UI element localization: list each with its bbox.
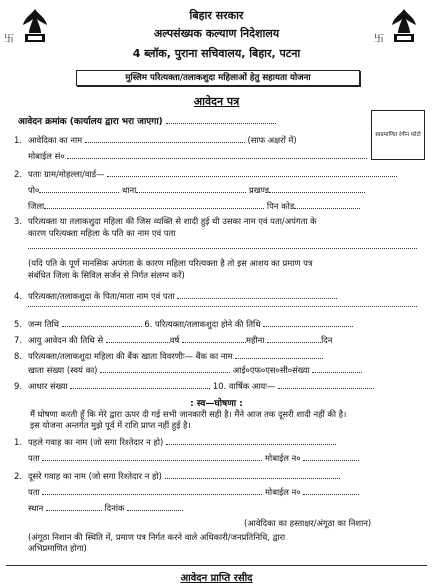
age-year-field[interactable] [106, 334, 170, 343]
q3-note-2: संबंधित जिला के सिविल सर्जन से निर्गत संलग्न करें) [28, 270, 185, 280]
witness1-address-field[interactable] [42, 452, 262, 461]
district-label: जिला [28, 201, 45, 211]
q9-row [14, 380, 374, 391]
q9-number: 9. [14, 381, 22, 391]
witness2-number: 2. [14, 471, 22, 481]
witness1-mobile-label: मोबाईल न० [265, 453, 301, 463]
q8-label: परित्यक्ता/तलाकशुदा महिला की बैंक खाता विवरणीः— बैंक का नाम [28, 351, 233, 361]
q4-label: परित्यक्ता/तलाकशुदा के पिता/माता नाम एवं पता [28, 291, 175, 301]
declaration-text-1: मैं घोषणा करती हूँ कि मेरे द्वारा ऊपर दी गई सभी जानकारी सही है। मैंने आज तक दूसरी शादी नहीं की है। [30, 409, 347, 419]
thana-field[interactable] [136, 184, 246, 193]
pin-field[interactable] [294, 200, 360, 209]
q5-number: 5. [14, 319, 22, 329]
place-label: स्थान [28, 503, 44, 513]
header-directorate: अल्पसंख्यक कल्याण निदेशालय [153, 27, 280, 40]
q1-row [14, 134, 297, 145]
q7-number: 7. [14, 335, 22, 345]
mobile-field[interactable] [67, 150, 367, 159]
header-government: बिहार सरकार [189, 9, 244, 22]
date-field[interactable] [127, 502, 183, 511]
q2-number: 2. [14, 169, 22, 179]
signature-label: (आवेदिका का हस्ताक्षर/अंगूठा का निशान) [244, 518, 372, 528]
place-field[interactable] [46, 502, 102, 511]
witness2-address-label: पता [28, 487, 40, 497]
photo-box: स्वप्रमाणित रंगीन फोटो [371, 110, 425, 160]
witness2-mobile-field[interactable] [303, 486, 359, 495]
district-field[interactable] [44, 200, 264, 209]
applicant-name-field[interactable] [85, 134, 245, 143]
q7-row [14, 334, 332, 345]
income-field[interactable] [278, 380, 374, 389]
witness1-address-row [28, 452, 359, 463]
q3-row-2 [28, 228, 175, 238]
q5-row [14, 318, 353, 329]
q9-label: आधार संख्या [28, 381, 68, 391]
q7-label: आयु आवेदन की तिथि से [28, 335, 104, 345]
husband-details-line[interactable] [28, 248, 417, 249]
village-field[interactable] [107, 168, 397, 177]
q2-label: पताः ग्राम/मोहल्ला/वार्ड— [28, 169, 105, 179]
mobile-row [28, 150, 367, 161]
witness1-name-field[interactable] [166, 436, 336, 445]
form-title: आवेदन पत्र [193, 95, 240, 108]
witness1-row [14, 436, 336, 447]
block-label: प्रखण्ड [248, 185, 270, 195]
dob-field[interactable] [62, 318, 142, 327]
left-swastik-icon: 卐 [4, 34, 14, 45]
witness1-label: पहले गवाह का नाम (जो सगा रिश्तेदार न हो) [28, 437, 164, 447]
po-label: पो० [28, 185, 40, 195]
q3-label-line1: परित्यक्ता या तलाकशुदा महिला की जिस व्यक्ति से शादी हुई थी उसका नाम एवं पता/अपंगता के [28, 216, 317, 226]
scheme-title-box: मुस्लिम परित्यक्ता/तलाकशुदा महिलाओं हेतु सहायता योजना [76, 70, 360, 86]
place-date-row [28, 502, 183, 513]
district-row [28, 200, 360, 211]
date-label: दिनांक [104, 503, 125, 513]
right-swastik-icon: 卐 [374, 34, 384, 45]
account-row [28, 364, 362, 375]
q2-row [14, 168, 397, 179]
pin-label: पिन कोड [266, 201, 295, 211]
q3-label-line2: कारण परित्यक्ता महिला के पति का नाम एवं पता [28, 228, 176, 238]
q1-label: आवेदिका का नाम [28, 135, 83, 145]
witness1-address-label: पता [28, 453, 40, 463]
receipt-title: आवेदन प्राप्ति रसीद [180, 573, 253, 584]
header-address: 4 ब्लॉक, पुराना सचिवालय, बिहार, पटना [132, 47, 301, 60]
po-row [28, 184, 365, 195]
bank-name-field[interactable] [235, 350, 323, 359]
q4-row [14, 290, 337, 301]
witness1-mobile-field[interactable] [303, 452, 359, 461]
witness2-row [14, 470, 340, 481]
month-label: महीना [245, 335, 265, 345]
q5-label: जन्म तिथि [28, 319, 60, 329]
q3-row [14, 216, 317, 226]
witness2-address-field[interactable] [42, 486, 262, 495]
footer-separator [6, 565, 427, 566]
mobile-label: मोबाईल सं० [28, 151, 65, 161]
year-label: वर्ष [169, 335, 180, 345]
aadhaar-field[interactable] [70, 380, 210, 389]
serial-text: आवेदन क्रमांक (कार्यालय द्वारा भरा जाएगा) [18, 117, 163, 127]
q4-number: 4. [14, 291, 22, 301]
thumb-note-2: अभिप्रमाणित होगा) [28, 543, 87, 553]
q8-number: 8. [14, 351, 22, 361]
day-label: दिन [321, 335, 333, 345]
thana-label: थाना [121, 185, 137, 195]
q8-row [14, 350, 323, 361]
separation-date-field[interactable] [263, 318, 353, 327]
q6-label: 6. परित्यक्ता/तलाकशुदा होने की तिथि [144, 319, 261, 329]
q1-number: 1. [14, 135, 22, 145]
witness1-number: 1. [14, 437, 22, 447]
ifsc-field[interactable] [312, 364, 362, 373]
witness2-mobile-label: मोबाईल न० [265, 487, 301, 497]
q3-number: 3. [14, 216, 22, 226]
serial-field[interactable] [166, 115, 276, 124]
account-number-field[interactable] [100, 364, 230, 373]
q1-note: (साफ अक्षरों में) [247, 135, 297, 145]
block-field[interactable] [269, 184, 365, 193]
parent-name-field[interactable] [177, 290, 337, 299]
thumb-note-1: (अंगूठा निशान की स्थिति में, प्रमाण पत्र निर्गत करने वाले अधिकारी/जनप्रतिनिधि, द्वारा [28, 532, 286, 542]
declaration-text-2: इस योजना अन्तर्गत मुझे पूर्व में राशि प्राप्त नहीं हुई है। [30, 420, 191, 430]
serial-label [18, 115, 276, 127]
age-month-field[interactable] [182, 334, 246, 343]
witness2-address-row [28, 486, 359, 497]
account-label: खाता संख्या (स्वयं का) [28, 365, 98, 375]
po-field[interactable] [39, 184, 119, 193]
ifsc-label: आई०एफ०एस०सी०संख्या [232, 365, 310, 375]
witness2-name-field[interactable] [165, 470, 340, 479]
witness2-label: दूसरे गवाह का नाम (जो सगा रिश्तेदार न हो) [28, 471, 162, 481]
age-day-field[interactable] [267, 334, 321, 343]
declaration-title: : स्व—घोषणा : [190, 399, 243, 409]
q3-note-1: (यदि पति के पूर्ण मानसिक अपंगता के कारण महिला परित्यक्ता है तो इस आशय का प्रमाण पत्र [28, 258, 313, 268]
parent-address-line[interactable] [28, 306, 417, 307]
q10-label: 10. वार्षिक आयः— [212, 381, 276, 391]
